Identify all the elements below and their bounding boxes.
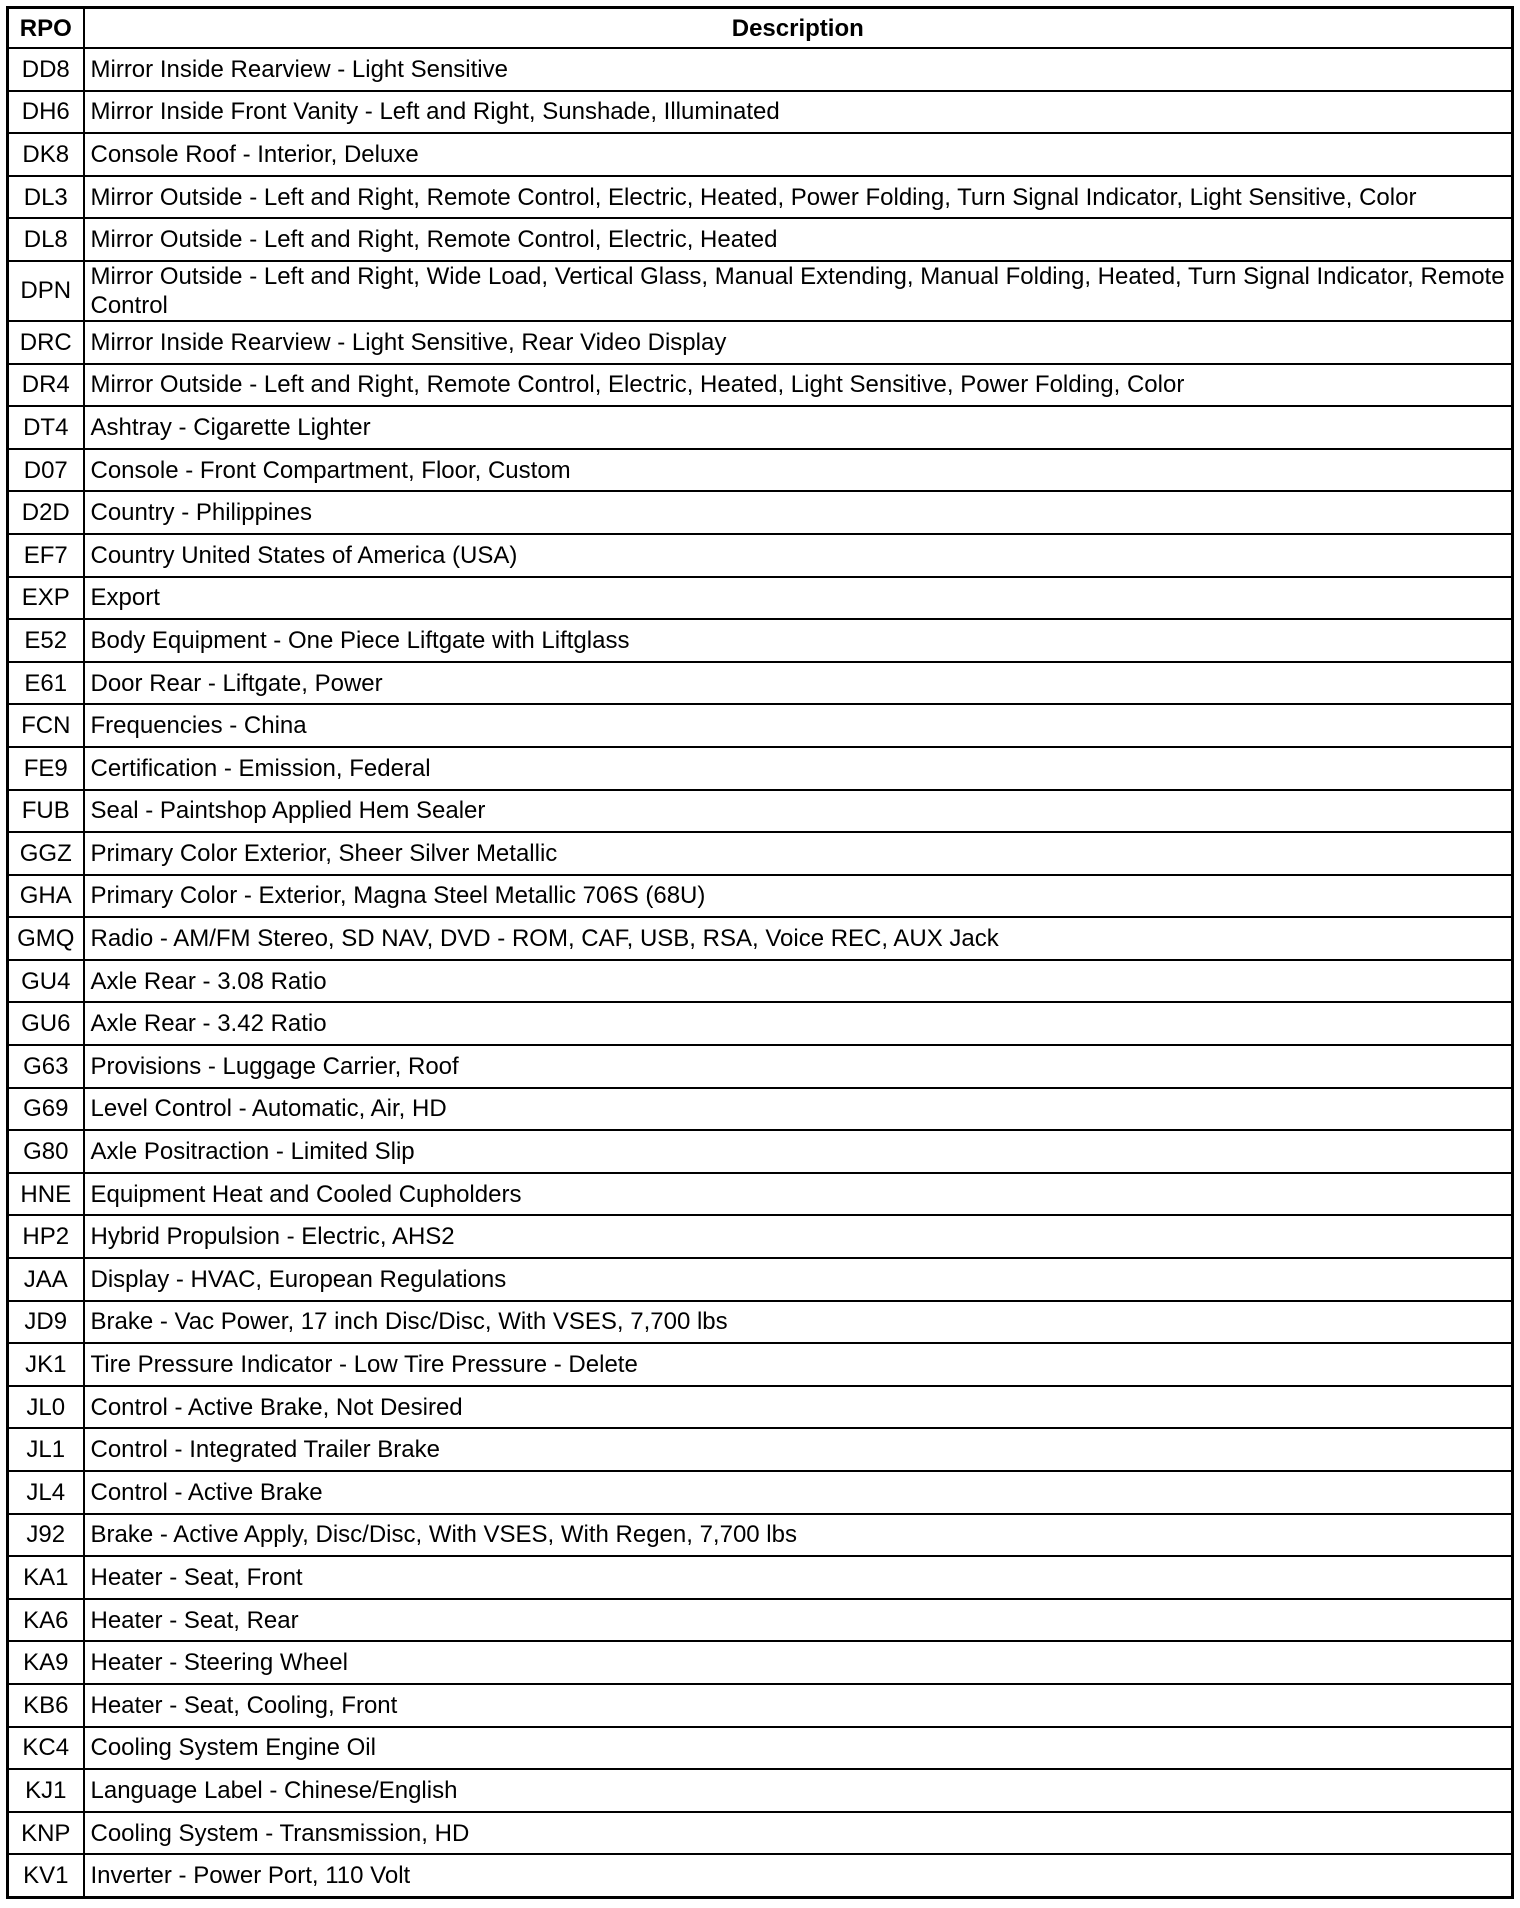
description-cell: Equipment Heat and Cooled Cupholders — [84, 1173, 1513, 1216]
description-cell: Brake - Active Apply, Disc/Disc, With VSES, With Regen, 7,700 lbs — [84, 1514, 1513, 1557]
description-cell: Cooling System - Transmission, HD — [84, 1812, 1513, 1855]
rpo-code-cell: KA9 — [8, 1641, 84, 1684]
table-row — [8, 176, 1513, 219]
table-row — [8, 662, 1513, 705]
description-cell: Level Control - Automatic, Air, HD — [84, 1088, 1513, 1131]
description-cell: Primary Color Exterior, Sheer Silver Metallic — [84, 832, 1513, 875]
table-row — [8, 1599, 1513, 1642]
table-row — [8, 1130, 1513, 1173]
rpo-code-cell: DD8 — [8, 48, 84, 91]
rpo-column-header: RPO — [8, 8, 84, 49]
table-row — [8, 1556, 1513, 1599]
description-cell: Inverter - Power Port, 110 Volt — [84, 1854, 1513, 1897]
rpo-code-cell: E61 — [8, 662, 84, 705]
table-row — [8, 48, 1513, 91]
table-row — [8, 321, 1513, 364]
description-cell: Language Label - Chinese/English — [84, 1769, 1513, 1812]
table-row — [8, 747, 1513, 790]
rpo-code-cell: JAA — [8, 1258, 84, 1301]
description-cell: Radio - AM/FM Stereo, SD NAV, DVD - ROM, CAF, USB, RSA, Voice REC, AUX Jack — [84, 917, 1513, 960]
rpo-code-cell: HP2 — [8, 1215, 84, 1258]
table-row — [8, 1684, 1513, 1727]
description-cell: Brake - Vac Power, 17 inch Disc/Disc, With VSES, 7,700 lbs — [84, 1301, 1513, 1344]
rpo-code-cell: DH6 — [8, 91, 84, 134]
rpo-code-cell: KV1 — [8, 1854, 84, 1897]
rpo-code-cell: E52 — [8, 619, 84, 662]
description-cell: Mirror Outside - Left and Right, Wide Load, Vertical Glass, Manual Extending, Manual Folding, Heated, Turn Signal Indicator, Remote Control — [84, 261, 1513, 321]
rpo-code-cell: GU6 — [8, 1002, 84, 1045]
table-row — [8, 832, 1513, 875]
rpo-code-cell: JL1 — [8, 1428, 84, 1471]
rpo-code-cell: KNP — [8, 1812, 84, 1855]
table-row — [8, 619, 1513, 662]
rpo-table — [6, 6, 1514, 1899]
table-row — [8, 1258, 1513, 1301]
table-row — [8, 1727, 1513, 1770]
description-cell: Certification - Emission, Federal — [84, 747, 1513, 790]
table-row — [8, 704, 1513, 747]
description-cell: Heater - Seat, Rear — [84, 1599, 1513, 1642]
table-row — [8, 1428, 1513, 1471]
table-row — [8, 1301, 1513, 1344]
rpo-code-cell: DT4 — [8, 406, 84, 449]
description-cell: Seal - Paintshop Applied Hem Sealer — [84, 790, 1513, 833]
rpo-code-cell: KC4 — [8, 1727, 84, 1770]
table-row — [8, 1386, 1513, 1429]
rpo-code-cell: EXP — [8, 577, 84, 620]
rpo-code-cell: GU4 — [8, 960, 84, 1003]
rpo-code-cell: JK1 — [8, 1343, 84, 1386]
description-cell: Ashtray - Cigarette Lighter — [84, 406, 1513, 449]
rpo-code-cell: KB6 — [8, 1684, 84, 1727]
description-cell: Mirror Inside Front Vanity - Left and Right, Sunshade, Illuminated — [84, 91, 1513, 134]
table-row — [8, 364, 1513, 407]
description-cell: Heater - Seat, Front — [84, 1556, 1513, 1599]
description-cell: Display - HVAC, European Regulations — [84, 1258, 1513, 1301]
table-row — [8, 960, 1513, 1003]
description-cell: Control - Active Brake — [84, 1471, 1513, 1514]
rpo-code-cell: DL3 — [8, 176, 84, 219]
rpo-code-cell: G69 — [8, 1088, 84, 1131]
rpo-code-cell: DRC — [8, 321, 84, 364]
rpo-code-cell: FCN — [8, 704, 84, 747]
header-row — [8, 8, 1513, 49]
description-cell: Axle Rear - 3.42 Ratio — [84, 1002, 1513, 1045]
rpo-code-cell: GMQ — [8, 917, 84, 960]
table-row — [8, 1812, 1513, 1855]
table-row — [8, 790, 1513, 833]
description-cell: Tire Pressure Indicator - Low Tire Pressure - Delete — [84, 1343, 1513, 1386]
table-row — [8, 1173, 1513, 1216]
description-cell: Control - Active Brake, Not Desired — [84, 1386, 1513, 1429]
description-cell: Mirror Inside Rearview - Light Sensitive, Rear Video Display — [84, 321, 1513, 364]
description-cell: Hybrid Propulsion - Electric, AHS2 — [84, 1215, 1513, 1258]
description-cell: Frequencies - China — [84, 704, 1513, 747]
description-cell: Heater - Steering Wheel — [84, 1641, 1513, 1684]
rpo-code-cell: JL0 — [8, 1386, 84, 1429]
rpo-code-cell: J92 — [8, 1514, 84, 1557]
rpo-code-cell: FE9 — [8, 747, 84, 790]
description-cell: Axle Rear - 3.08 Ratio — [84, 960, 1513, 1003]
description-cell: Mirror Outside - Left and Right, Remote Control, Electric, Heated, Power Folding, Turn Signal Indicator, Light Sensitive, Color — [84, 176, 1513, 219]
table-row — [8, 1343, 1513, 1386]
description-cell: Mirror Outside - Left and Right, Remote Control, Electric, Heated, Light Sensitive, Power Folding, Color — [84, 364, 1513, 407]
rpo-code-cell: DK8 — [8, 133, 84, 176]
rpo-code-cell: GGZ — [8, 832, 84, 875]
description-cell: Door Rear - Liftgate, Power — [84, 662, 1513, 705]
rpo-code-cell: KA1 — [8, 1556, 84, 1599]
description-cell: Country - Philippines — [84, 491, 1513, 534]
table-row — [8, 875, 1513, 918]
table-row — [8, 1088, 1513, 1131]
rpo-code-cell: KA6 — [8, 1599, 84, 1642]
description-cell: Control - Integrated Trailer Brake — [84, 1428, 1513, 1471]
table-row — [8, 1854, 1513, 1897]
table-row — [8, 406, 1513, 449]
description-cell: Export — [84, 577, 1513, 620]
rpo-code-cell: FUB — [8, 790, 84, 833]
rpo-code-cell: GHA — [8, 875, 84, 918]
rpo-code-cell: JL4 — [8, 1471, 84, 1514]
description-cell: Country United States of America (USA) — [84, 534, 1513, 577]
description-cell: Primary Color - Exterior, Magna Steel Metallic 706S (68U) — [84, 875, 1513, 918]
description-cell: Mirror Inside Rearview - Light Sensitive — [84, 48, 1513, 91]
rpo-code-cell: G63 — [8, 1045, 84, 1088]
table-row — [8, 1002, 1513, 1045]
table-row — [8, 449, 1513, 492]
table-row — [8, 1769, 1513, 1812]
description-cell: Console Roof - Interior, Deluxe — [84, 133, 1513, 176]
rpo-code-cell: D07 — [8, 449, 84, 492]
table-row — [8, 577, 1513, 620]
table-row — [8, 133, 1513, 176]
description-cell: Console - Front Compartment, Floor, Custom — [84, 449, 1513, 492]
rpo-code-cell: D2D — [8, 491, 84, 534]
table-body — [8, 48, 1513, 1897]
rpo-code-cell: KJ1 — [8, 1769, 84, 1812]
table-row — [8, 91, 1513, 134]
rpo-code-cell: DR4 — [8, 364, 84, 407]
description-cell: Cooling System Engine Oil — [84, 1727, 1513, 1770]
description-column-header: Description — [84, 8, 1513, 49]
rpo-code-cell: EF7 — [8, 534, 84, 577]
table-row — [8, 218, 1513, 261]
description-cell: Axle Positraction - Limited Slip — [84, 1130, 1513, 1173]
table-row — [8, 491, 1513, 534]
rpo-code-cell: G80 — [8, 1130, 84, 1173]
description-cell: Provisions - Luggage Carrier, Roof — [84, 1045, 1513, 1088]
rpo-code-cell: DPN — [8, 261, 84, 321]
table-row — [8, 917, 1513, 960]
description-cell: Heater - Seat, Cooling, Front — [84, 1684, 1513, 1727]
table-row — [8, 1215, 1513, 1258]
table-row — [8, 1641, 1513, 1684]
table-row — [8, 534, 1513, 577]
rpo-code-cell: DL8 — [8, 218, 84, 261]
description-cell: Body Equipment - One Piece Liftgate with Liftglass — [84, 619, 1513, 662]
rpo-code-cell: HNE — [8, 1173, 84, 1216]
table-row — [8, 261, 1513, 321]
table-row — [8, 1045, 1513, 1088]
table-row — [8, 1471, 1513, 1514]
description-cell: Mirror Outside - Left and Right, Remote Control, Electric, Heated — [84, 218, 1513, 261]
table-row — [8, 1514, 1513, 1557]
rpo-code-cell: JD9 — [8, 1301, 84, 1344]
